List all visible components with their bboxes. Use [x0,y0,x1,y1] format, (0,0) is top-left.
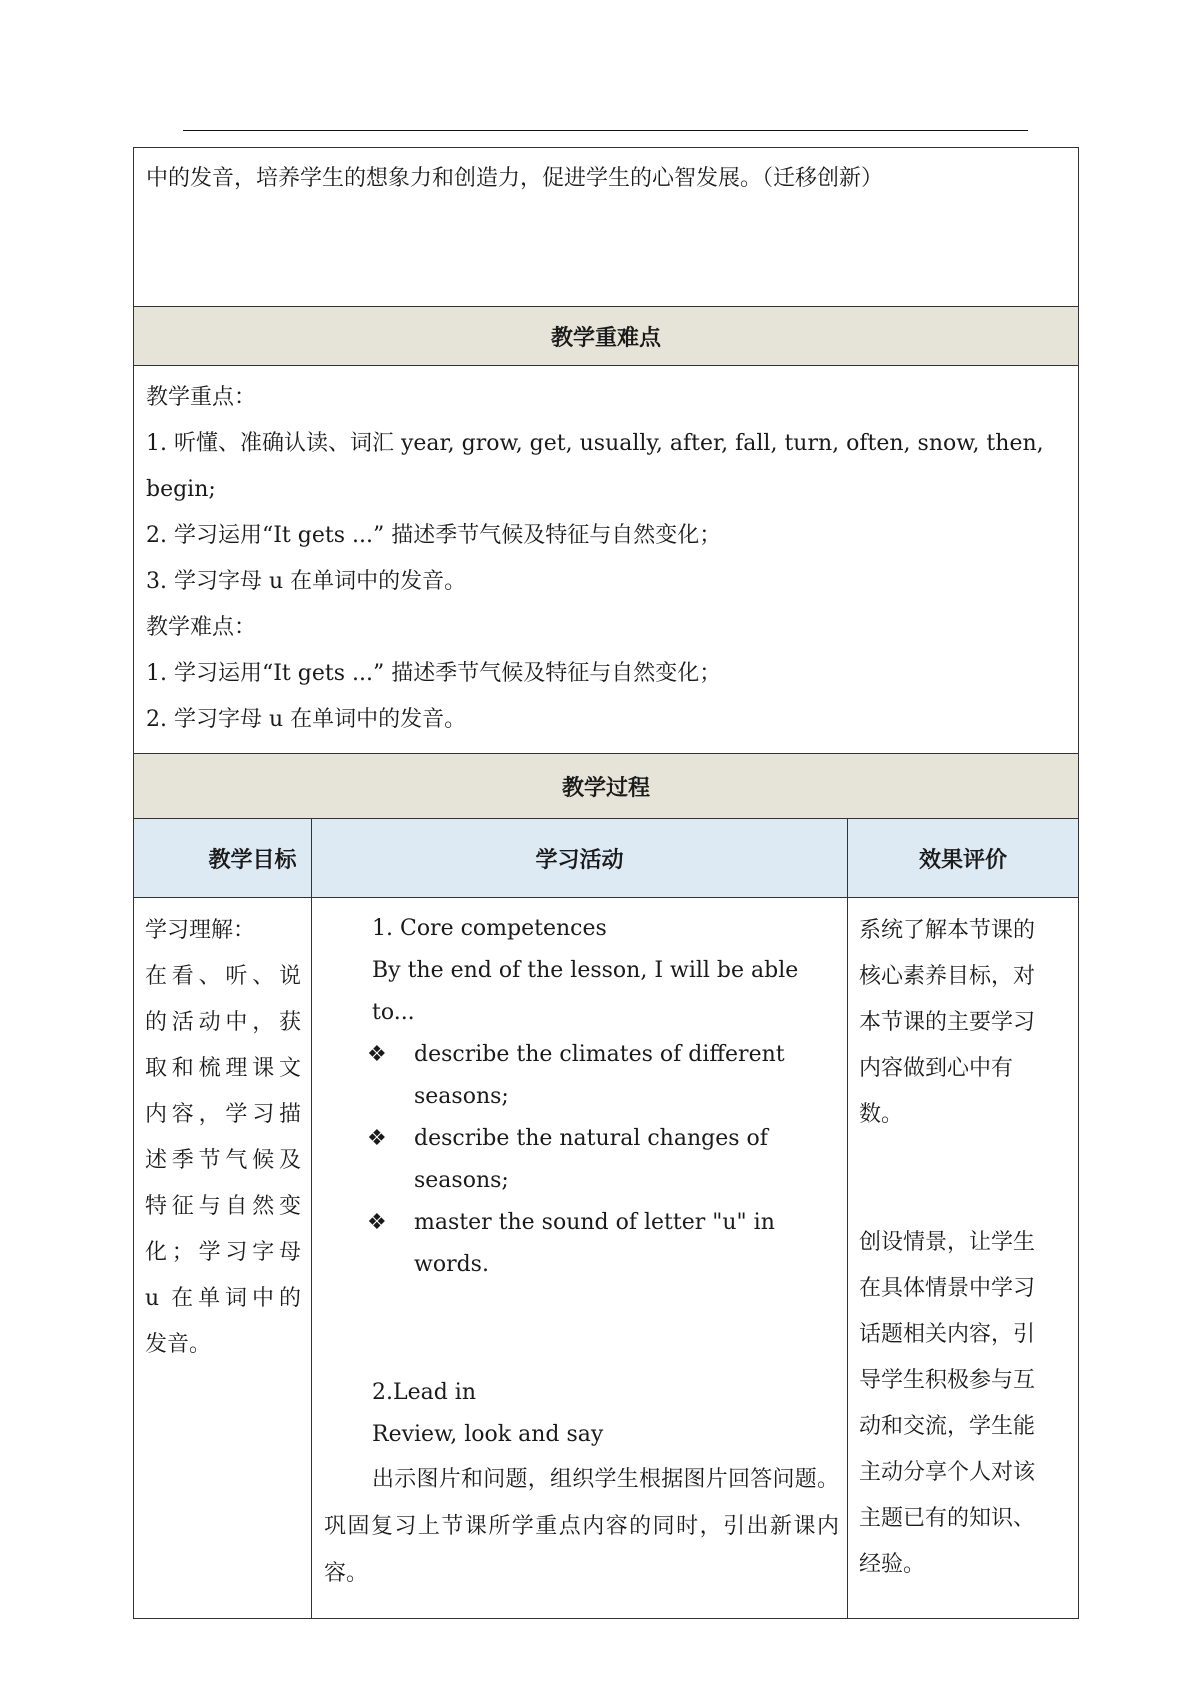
eval-line: 经验。 [859,1552,926,1577]
column-header-row [134,819,1079,898]
core-intro: By the end of the lesson, I will be able to... [372,958,799,1025]
spacer [859,1138,1068,1220]
column-header-goal [134,819,312,898]
lesson-plan-table [133,147,1079,1619]
focus-label: 教学重点： [146,385,257,410]
difficulty-label: 教学难点： [146,615,257,640]
focus-item: 3. 学习字母 u 在单词中的发音。 [146,569,467,594]
eval-line: 系统了解本节课的 [859,918,1036,943]
eval-line: 本节课的主要学习 [859,1010,1036,1035]
eval-line: 主题已有的知识、 [859,1506,1036,1531]
goal-line: 在看、听、说 [145,964,301,989]
eval-line: 数。 [859,1102,904,1127]
process-body-row [134,898,1079,1619]
key-points-cell [134,366,1079,754]
focus-item: 1. 听懂、准确认读、词汇 year, grow, get, usually, after, fall, turn, often, snow, then, begin; [146,431,1044,502]
eval-line: 在具体情景中学习 [859,1276,1036,1301]
activity-cell [312,898,848,1619]
eval-line: 导学生积极参与互 [859,1368,1036,1393]
key-points-header: 教学重难点 [134,307,1079,366]
difficulty-item: 1. 学习运用“It gets ...” 描述季节气候及特征与自然变化； [146,661,722,686]
bullet-icon: ❖ [367,1126,387,1151]
difficulty-item: 2. 学习字母 u 在单词中的发音。 [146,707,467,732]
process-header-row [134,754,1079,819]
lead-description: 出示图片和问题，组织学生根据图片回答问题。巩固复习上节课所学重点内容的同时，引出新课内容。 [324,1467,839,1586]
bullet-text: master the sound of letter "u" in words. [414,1210,775,1277]
lead-title: 2.Lead in [372,1380,477,1405]
goal-cell [134,898,312,1619]
goal-line: 的活动中，获 [145,1010,301,1035]
goal-line: 特征与自然变 [145,1194,301,1219]
lead-subtitle: Review, look and say [372,1422,604,1447]
goal-line: 内容，学习描 [145,1102,301,1127]
goal-line: u 在单词中的 [145,1286,301,1311]
bullet-item [324,1202,839,1286]
eval-line: 核心素养目标，对 [859,964,1036,989]
bullet-text: describe the natural changes of seasons; [414,1126,768,1193]
bullet-item [324,1118,839,1202]
bullet-icon: ❖ [367,1042,387,1067]
intro-text: 中的发音，培养学生的想象力和创造力，促进学生的心智发展。（迁移创新） [134,148,1079,307]
eval-line: 内容做到心中有 [859,1056,1014,1081]
process-header: 教学过程 [134,754,1079,819]
goal-line: 学习理解： [145,918,256,943]
goal-line: 取和梳理课文 [145,1056,301,1081]
goal-line: 发音。 [145,1332,212,1357]
column-header-goal-label: 教学目标 [208,847,297,873]
focus-item: 2. 学习运用“It gets ...” 描述季节气候及特征与自然变化； [146,523,722,548]
spacer [324,1286,839,1372]
key-points-header-row [134,307,1079,366]
column-header-activity: 学习活动 [312,819,848,898]
eval-line: 创设情景，让学生 [859,1230,1036,1255]
bullet-item [324,1034,839,1118]
core-title: 1. Core competences [372,916,607,941]
intro-row [134,148,1079,307]
bullet-text: describe the climates of different seasons; [414,1042,785,1109]
bullet-icon: ❖ [367,1210,387,1235]
eval-line: 主动分享个人对该 [859,1460,1036,1485]
column-header-evaluation: 效果评价 [848,819,1079,898]
eval-line: 动和交流，学生能 [859,1414,1036,1439]
goal-line: 述季节气候及 [145,1148,301,1173]
goal-line: 化；学习字母 [145,1240,301,1265]
eval-line: 话题相关内容，引 [859,1322,1036,1347]
header-rule [183,130,1028,131]
key-points-row [134,366,1079,754]
evaluation-cell [848,898,1079,1619]
